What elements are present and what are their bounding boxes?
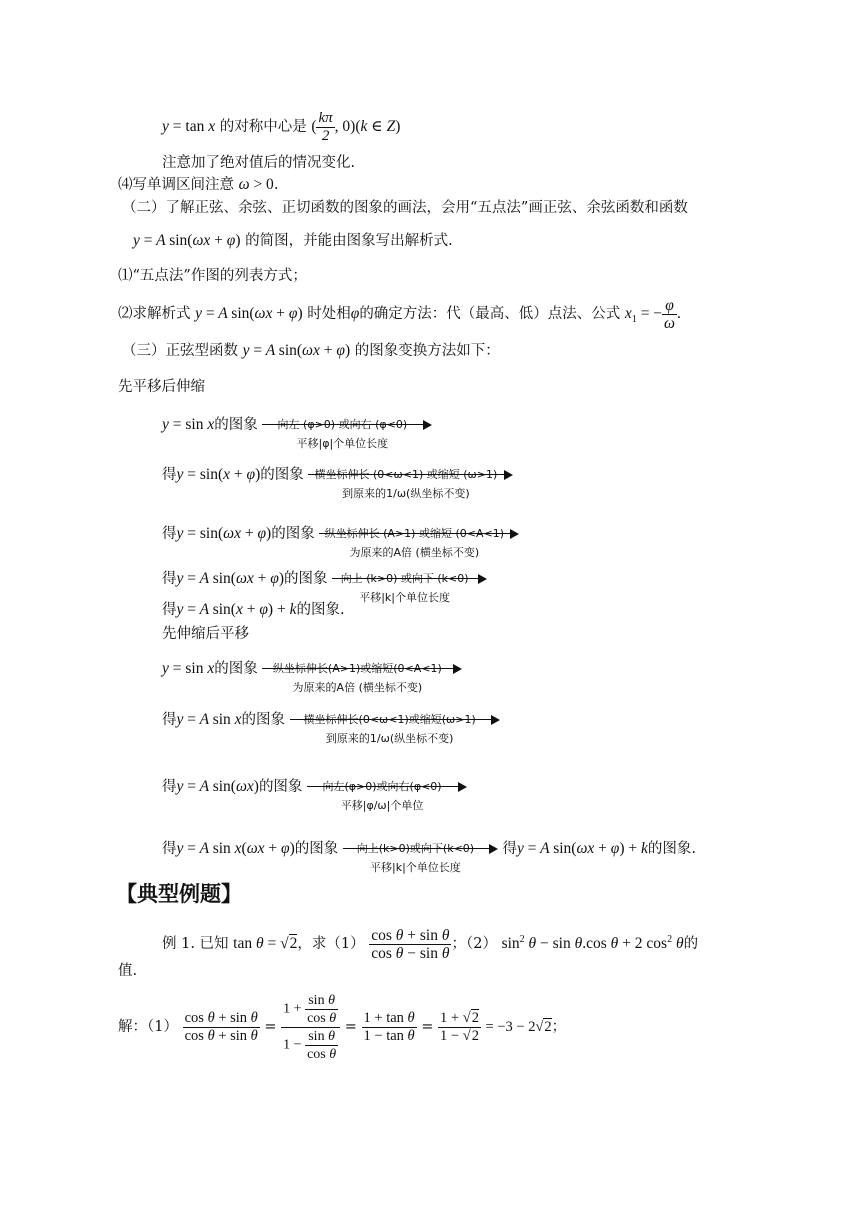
fraction: $\frac{\text{cos θ + sin θ}}{\text{cos θ − sin θ}}$ xyxy=(371,926,450,962)
transform-arrow xyxy=(290,703,500,745)
text: 的图象 xyxy=(241,712,286,728)
abs-note: 注意加了绝对值后的情况变化. xyxy=(162,155,356,171)
arrow-bottom-label: 到原来的1/ω(纵坐标不变) xyxy=(342,487,470,500)
arrow-bottom-label: 平移|k|个单位长度 xyxy=(359,591,451,604)
text: ； xyxy=(551,1019,567,1035)
math-y-tan-x: y = tan x xyxy=(162,118,216,136)
math: y = sin x xyxy=(162,416,215,433)
transform-arrow xyxy=(308,458,513,500)
arrow-top-label: 向上(k>0)或向下(k<0) xyxy=(356,842,475,855)
arrow-head xyxy=(504,470,513,480)
arrow-top-label: 横坐标伸长 (0<ω<1) 或缩短 (ω>1) xyxy=(314,468,498,481)
equals: = xyxy=(264,1019,277,1035)
transform-arrow xyxy=(262,408,432,450)
math-y-asin: y = A sin(ωx + φ) xyxy=(195,305,303,323)
arrow-head xyxy=(423,420,432,430)
item-4 xyxy=(118,175,278,195)
text: 的对称中心是 xyxy=(219,119,307,136)
text: 得 xyxy=(162,571,177,587)
arrow-top-label: 向左 (φ>0) 或向右 (φ<0) xyxy=(277,418,408,431)
math-center: ( $\frac{k\pi}{2}$ , 0)(k ∈ Z) xyxy=(311,110,401,144)
transform-arrow xyxy=(262,652,462,694)
text: ⑵求解析式 xyxy=(118,306,191,323)
text: 的图象变换方法如下： xyxy=(354,343,500,359)
transform-arrow xyxy=(307,770,467,812)
arrow-bottom-label: 平移|φ|个单位长度 xyxy=(296,437,389,450)
text: 得 xyxy=(162,602,177,618)
text: 得 xyxy=(162,779,177,795)
chain-step xyxy=(162,832,697,874)
text: 的图象 xyxy=(294,841,339,857)
text: 得 xyxy=(162,467,177,483)
arrow-shaft xyxy=(290,719,496,720)
part-3-heading xyxy=(122,341,500,361)
text: ，求（1） xyxy=(297,936,365,953)
math-x1-formula: $x_1$ = − $\frac{\varphi}{\omega}$ . xyxy=(624,297,681,332)
arrow-head xyxy=(489,844,498,854)
math: y = sin(x + φ) xyxy=(176,466,261,483)
math: y = A sin x xyxy=(176,711,242,728)
chain-step xyxy=(162,458,513,500)
arrow-bottom-label: 为原来的A倍 (横坐标不变) xyxy=(349,546,480,559)
method-2-title: 先伸缩后平移 xyxy=(162,626,249,642)
math: y = A sin(ωx) xyxy=(176,778,259,795)
arrow-bottom-label: 平移|φ/ω|个单位 xyxy=(340,799,424,812)
example-1-cont: 值. xyxy=(118,963,138,979)
arrow-top-label: 纵坐标伸长 (A>1) 或缩短 (0<A<1) xyxy=(324,527,504,540)
tan-center-line xyxy=(162,110,400,145)
arrow-head xyxy=(510,529,519,539)
math: y = A sin x(ωx + φ) xyxy=(176,840,295,857)
part-2-heading: （二）了解正弦、余弦、正切函数的图象的画法，会用“五点法”画正弦、余弦函数和函数 xyxy=(122,200,688,216)
chain-result xyxy=(162,600,345,620)
text: 得 xyxy=(162,526,177,542)
text: 的图象. xyxy=(296,602,345,618)
transform-arrow xyxy=(343,832,498,874)
equals: = xyxy=(344,1019,357,1035)
item-2 xyxy=(118,297,681,332)
example-1 xyxy=(162,920,698,960)
section-title: 【典型例题】 xyxy=(116,882,242,906)
text: 时处相 xyxy=(307,306,351,323)
arrow-top-label: 向上 (k>0) 或向下 (k<0) xyxy=(340,572,469,585)
text: ；（2） xyxy=(451,936,497,953)
solution-1 xyxy=(118,985,566,1069)
text: 得 xyxy=(502,841,518,857)
chain-step xyxy=(162,770,467,812)
text: 的图象 xyxy=(214,661,258,677)
result: = −3 − 2√2 xyxy=(485,1019,552,1035)
arrow-top-label: 纵坐标伸长(A>1)或缩短(0<A<1) xyxy=(272,662,442,675)
text: （三）正弦型函数 xyxy=(122,343,238,359)
arrow-shaft xyxy=(262,668,458,669)
equals: = xyxy=(421,1019,434,1035)
text: 的图象. xyxy=(647,841,697,857)
math: y = sin x xyxy=(162,660,215,677)
fraction: $\frac{\text{cos θ + sin θ}}{\text{cos θ + sin θ}}$ xyxy=(184,1009,258,1044)
chain-step xyxy=(162,562,487,604)
arrow-shaft xyxy=(319,533,515,534)
text: 的图象 xyxy=(260,467,304,483)
arrow-shaft xyxy=(343,848,494,849)
arrow-bottom-label: 为原来的A倍 (横坐标不变) xyxy=(292,681,423,694)
arrow-top-label: 横坐标伸长(0<ω<1)或缩短(ω>1) xyxy=(303,713,476,726)
text: 得 xyxy=(162,712,177,728)
text: 的简图，并能由图象写出解析式. xyxy=(245,233,453,249)
arrow-shaft xyxy=(332,578,483,579)
text: 的 xyxy=(683,936,699,953)
arrow-bottom-label: 到原来的1/ω(纵坐标不变) xyxy=(325,732,454,745)
math: y = A sin(ωx + φ) + k xyxy=(517,840,648,857)
arrow-shaft xyxy=(307,786,463,787)
arrow-head xyxy=(453,664,462,674)
math-phi: φ xyxy=(350,305,360,323)
math: y = sin(ωx + φ) xyxy=(176,525,272,542)
text: 解：（1） xyxy=(118,1019,178,1035)
text: 例 1. 已知 xyxy=(162,936,229,953)
nested-fraction: 1 + $\frac{\text{sin θ}}{\text{cos θ}}$ 1 − $\frac{\text{sin θ}}{\text{cos θ}}$ xyxy=(281,992,340,1063)
chain-step xyxy=(162,408,432,450)
item-1: ⑴“五点法”作图的列表方式； xyxy=(118,268,307,284)
math: y = A sin(x + φ) + k xyxy=(176,601,297,618)
text: 的确定方法：代（最高、低）点法、公式 xyxy=(359,306,621,323)
transform-arrow xyxy=(319,517,519,559)
arrow-head xyxy=(458,782,467,792)
arrow-bottom-label: 平移|k|个单位长度 xyxy=(370,861,461,874)
text: . xyxy=(273,177,279,193)
arrow-top-label: 向左(φ>0)或向右(φ<0) xyxy=(322,780,442,793)
part-2-cont xyxy=(133,231,453,251)
chain-step xyxy=(162,652,462,694)
text: 得 xyxy=(162,841,177,857)
text: ⑷写单调区间注意 xyxy=(118,177,234,193)
fraction: $\frac{1 + √2}{1 - √2}$ xyxy=(440,1009,479,1044)
text: 的图象 xyxy=(258,779,303,795)
math-y-asin: y = A sin(ωx + φ) xyxy=(133,232,241,249)
math-y-asin: y = A sin(ωx + φ) xyxy=(242,342,351,359)
arrow-head xyxy=(491,715,500,725)
text: 的图象 xyxy=(271,526,315,542)
math: tan θ = √2 xyxy=(233,935,298,953)
arrow-head xyxy=(478,574,487,584)
arrow-shaft xyxy=(262,424,428,425)
math-omega-pos: ω > 0 xyxy=(238,176,274,193)
text: 的图象 xyxy=(214,417,258,433)
math: $\sin^2 \theta - \sin \theta.\cos$ θ + 2 $\cos^2 \theta$ xyxy=(501,934,684,953)
math: y = A sin(ωx + φ) xyxy=(176,570,285,587)
text: 的图象 xyxy=(284,571,328,587)
chain-step xyxy=(162,703,500,745)
transform-arrow xyxy=(332,562,487,604)
method-1-title: 先平移后伸缩 xyxy=(118,379,205,395)
arrow-shaft xyxy=(308,474,509,475)
chain-step xyxy=(162,517,519,559)
fraction: $\frac{\text{1 + tan θ}}{\text{1 − tan θ}}$ xyxy=(363,1009,415,1044)
